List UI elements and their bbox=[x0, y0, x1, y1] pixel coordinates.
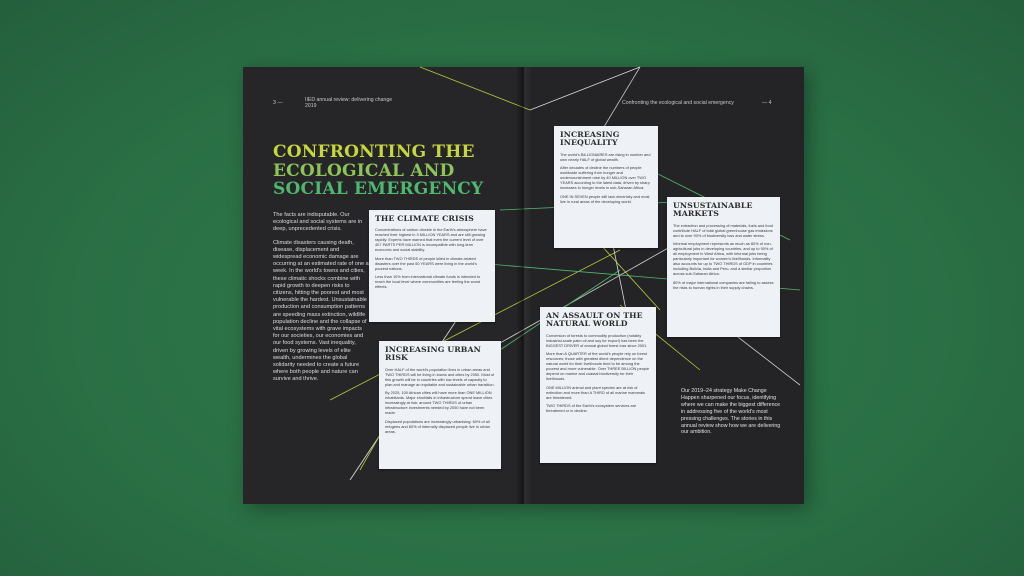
natural-world-paragraph: More than A QUARTER of the world's people rely on forest resources; those with greatest direct dependence on the natural world for their livelihoods tend to be among the poorest and more vulnerable. Over THREE BILLION people depend on marine and coastal biodiversity for their livelihoods. bbox=[546, 351, 650, 382]
title-line-1: CONFRONTING THE bbox=[273, 142, 475, 162]
book-spine bbox=[516, 67, 532, 504]
title-line-2: ECOLOGICAL AND bbox=[273, 160, 455, 181]
climate-crisis-paragraph: Less than 10% from international climate funds is intended to reach the local level where communities are feeling the worst effects. bbox=[375, 274, 481, 290]
right-running-title: Confronting the ecological and social emergency bbox=[622, 100, 734, 106]
unsustainable-markets-card bbox=[667, 197, 780, 337]
climate-crisis-paragraph: More than TWO THIRDS of people killed in climate-related disasters over the past 50 YEARS were living in the world's poorest nations. bbox=[375, 255, 477, 271]
urban-risk-paragraph: By 2025, 100 African cities will have more than ONE MILLION inhabitants. Major shortfalls in infrastructure spend leave cities increasingly at risk: around TWO THIRDS of urban infrastructure investments needed by 2050 have not been made. bbox=[385, 390, 493, 416]
natural-world-paragraph: TWO THIRDS of the Earth's ecosystem services are threatened or in decline. bbox=[546, 403, 637, 414]
left-year: 2019 bbox=[305, 103, 317, 109]
markets-paragraph: 80% of major international companies are failing to assess the risks to human rights in their supply chains. bbox=[673, 279, 774, 290]
left-page-number: 3 — bbox=[273, 100, 283, 106]
page-title bbox=[273, 143, 513, 199]
natural-world-card bbox=[540, 307, 656, 463]
natural-world-title: AN ASSAULT ON THE NATURAL WORLD bbox=[546, 311, 643, 329]
climate-crisis-title: THE CLIMATE CRISIS bbox=[375, 214, 474, 223]
left-running-title: IIED annual review: delivering change bbox=[305, 97, 393, 103]
markets-paragraph: The extraction and processing of materials, fuels and food contribute HALF of total global greenhouse gas emissions and to over 90% of biodiversity loss and water stress. bbox=[673, 222, 773, 238]
inequality-paragraph: After decades of decline the numbers of people worldwide suffering from hunger and undernourishment rose by 40 MILLION over TWO YEARS according to the latest data, driven by sharp increases in hunger levels in sub-Saharan Africa. bbox=[560, 165, 650, 191]
climate-crisis-card bbox=[369, 210, 495, 322]
inequality-paragraph: The world's BILLIONAIRES are rising in number and own nearly HALF of global wealth. bbox=[560, 151, 651, 162]
climate-crisis-paragraph: Concentrations of carbon dioxide in the Earth's atmosphere have reached their highest in 3 MILLION YEARS and are still growing rapidly. Experts have warned that even the current level of over 407 PARTS PER MILLION is incompatible with long-term economic and social stability. bbox=[375, 227, 487, 253]
inequality-card bbox=[554, 126, 658, 248]
markets-paragraph: Informal employment represents as much as 80% of non-agricultural jobs in developing countries, and up to 90% of all employment in West Africa, with informal jobs being particularly important for women's livelihoods. Informality also accounts for up to TWO THIRDS of GDP in countries including Bolivia, India and Peru, and a similar proportion across sub-Saharan Africa. bbox=[673, 241, 773, 277]
closing-text: Our 2019–24 strategy Make Change Happen sharpened our focus, identifying where we can make the biggest difference in addressing five of the world's most pressing challenges. The stories in this annual review show how we are delivering our ambition. bbox=[681, 388, 781, 436]
intro-paragraph-2: Climate disasters causing death, disease, displacement and widespread economic damage are occurring at an estimated rate of one a week. In the world's towns and cities, these climatic shocks combine with rapid growth to deepen risks to citizens, hitting the poorest and most vulnerable the hardest. Unsustainable production and consumption patterns are speeding mass extinction, wildlife population decline and the collapse of vital ecosystems with grave impacts for our societies, our economies and our food systems. Vast inequality, driven by growing levels of elite wealth, undermines the global solidarity needed to create a future where both people and nature can survive and thrive. bbox=[273, 239, 369, 383]
markets-title: UNSUSTAINABLE MARKETS bbox=[673, 201, 753, 219]
inequality-paragraph: ONE IN SEVEN people still lack electricity and most live in rural areas of the developing world. bbox=[560, 193, 650, 204]
urban-risk-paragraph: Displaced populations are increasingly urbanising: 60% of all refugees and 80% of internally displaced people live in urban areas. bbox=[385, 418, 490, 434]
natural-world-paragraph: Conversion of forests to commodity production (notably industrial-scale palm oil and soy for export) has been the BIGGEST DRIVER of annual global forest loss since 2001. bbox=[546, 332, 648, 348]
intro-text bbox=[273, 212, 369, 390]
inequality-title: INCREASING INEQUALITY bbox=[560, 130, 620, 148]
urban-risk-card bbox=[379, 341, 501, 469]
right-page-number: — 4 bbox=[762, 100, 772, 106]
intro-paragraph-1: The facts are indisputable. Our ecological and social systems are in deep, unprecedented crisis. bbox=[273, 212, 363, 233]
urban-risk-paragraph: Over HALF of the world's population lives in urban areas and TWO THIRDS will be living in towns and cities by 2050. Most of this growth will be in countries with low levels of capacity to plan and manage an equitable and sustainable urban transition. bbox=[385, 366, 495, 387]
title-line-3: SOCIAL EMERGENCY bbox=[273, 179, 484, 199]
urban-risk-title: INCREASING URBAN RISK bbox=[385, 345, 481, 363]
natural-world-paragraph: ONE MILLION animal and plant species are at risk of extinction and more than A THIRD of all marine mammals are threatened. bbox=[546, 384, 645, 400]
